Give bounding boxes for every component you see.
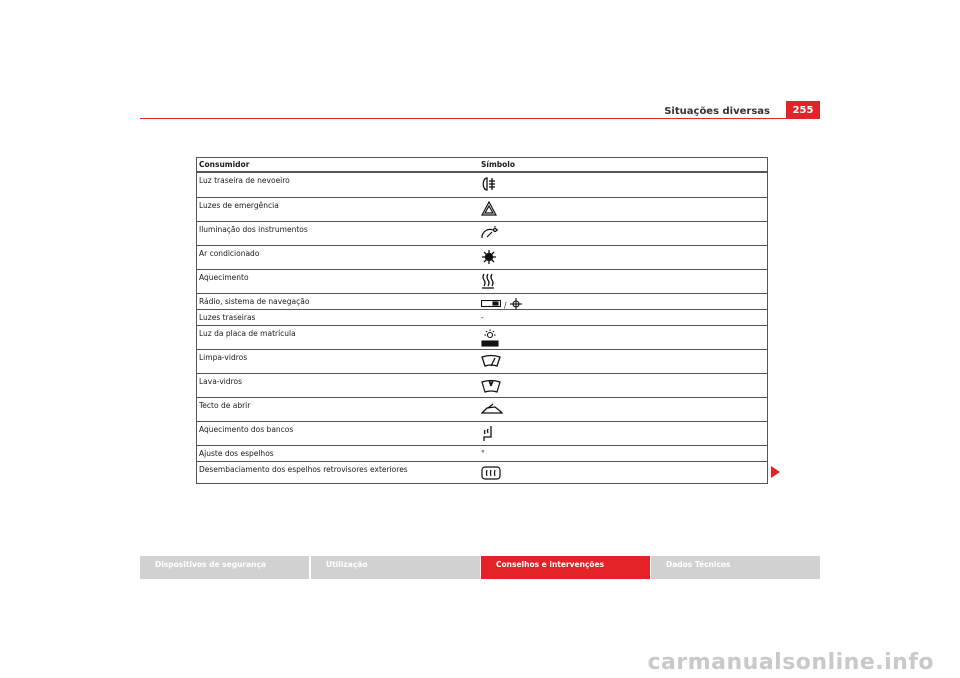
table-row bbox=[197, 422, 767, 446]
table-row bbox=[197, 326, 767, 350]
license-plate-light-icon bbox=[481, 329, 499, 351]
table-row bbox=[197, 374, 767, 398]
radio-icon bbox=[481, 300, 501, 310]
mirror-defrost-icon bbox=[481, 465, 501, 484]
washer-icon bbox=[481, 377, 501, 397]
tab-utilizacao[interactable]: Utilização bbox=[311, 556, 480, 579]
tab-conselhos-e-intervencoes[interactable]: Conselhos e intervenções bbox=[481, 556, 650, 579]
row-symbol-text: ° bbox=[481, 449, 485, 458]
row-label: Desembaciamento dos espelhos retrovisores exteriores bbox=[199, 465, 408, 474]
row-symbol-text: - bbox=[481, 313, 484, 322]
sunroof-icon bbox=[481, 401, 503, 420]
page-number: 255 bbox=[786, 101, 820, 119]
row-label: Ajuste dos espelhos bbox=[199, 449, 274, 458]
row-label: Rádio, sistema de navegação bbox=[199, 297, 310, 306]
air-conditioning-icon bbox=[481, 249, 497, 269]
row-label: Iluminação dos instrumentos bbox=[199, 225, 308, 234]
column-header-symbol: Símbolo bbox=[481, 160, 516, 169]
table-row bbox=[197, 398, 767, 422]
rear-fog-light-icon bbox=[481, 176, 497, 196]
symbol-separator: / bbox=[504, 300, 507, 310]
table-row bbox=[197, 310, 767, 326]
table-row bbox=[197, 462, 767, 483]
tab-dispositivos-de-seguranca[interactable]: Dispositivos de segurança bbox=[140, 556, 309, 579]
table-row bbox=[197, 270, 767, 294]
hazard-warning-icon bbox=[481, 201, 497, 221]
row-label: Luzes de emergência bbox=[199, 201, 279, 210]
row-label: Tecto de abrir bbox=[199, 401, 251, 410]
heating-icon bbox=[481, 273, 495, 293]
consumer-symbol-table bbox=[196, 157, 768, 484]
watermark: carmanualsonline.info bbox=[647, 650, 934, 675]
section-title: Situações diversas bbox=[664, 106, 770, 117]
tab-dados-tecnicos[interactable]: Dados Técnicos bbox=[651, 556, 820, 579]
table-row bbox=[197, 173, 767, 198]
table-row bbox=[197, 198, 767, 222]
footer-nav bbox=[140, 556, 820, 579]
row-label: Lava-vidros bbox=[199, 377, 243, 386]
table-row bbox=[197, 222, 767, 246]
next-page-arrow-icon[interactable] bbox=[771, 466, 780, 478]
row-label: Limpa-vidros bbox=[199, 353, 248, 362]
row-label: Luzes traseiras bbox=[199, 313, 256, 322]
row-label: Ar condicionado bbox=[199, 249, 260, 258]
row-label: Aquecimento bbox=[199, 273, 249, 282]
table-row bbox=[197, 294, 767, 310]
column-header-consumer: Consumidor bbox=[199, 160, 250, 169]
row-label: Luz da placa de matrícula bbox=[199, 329, 296, 338]
wiper-icon bbox=[481, 353, 501, 372]
instrument-lighting-icon bbox=[481, 225, 499, 244]
seat-heating-icon bbox=[481, 425, 495, 447]
header-rule bbox=[140, 118, 820, 119]
table-row bbox=[197, 350, 767, 374]
table-header bbox=[197, 158, 767, 173]
row-label: Aquecimento dos bancos bbox=[199, 425, 294, 434]
table-row bbox=[197, 446, 767, 462]
table-row bbox=[197, 246, 767, 270]
row-label: Luz traseira de nevoeiro bbox=[199, 176, 290, 185]
